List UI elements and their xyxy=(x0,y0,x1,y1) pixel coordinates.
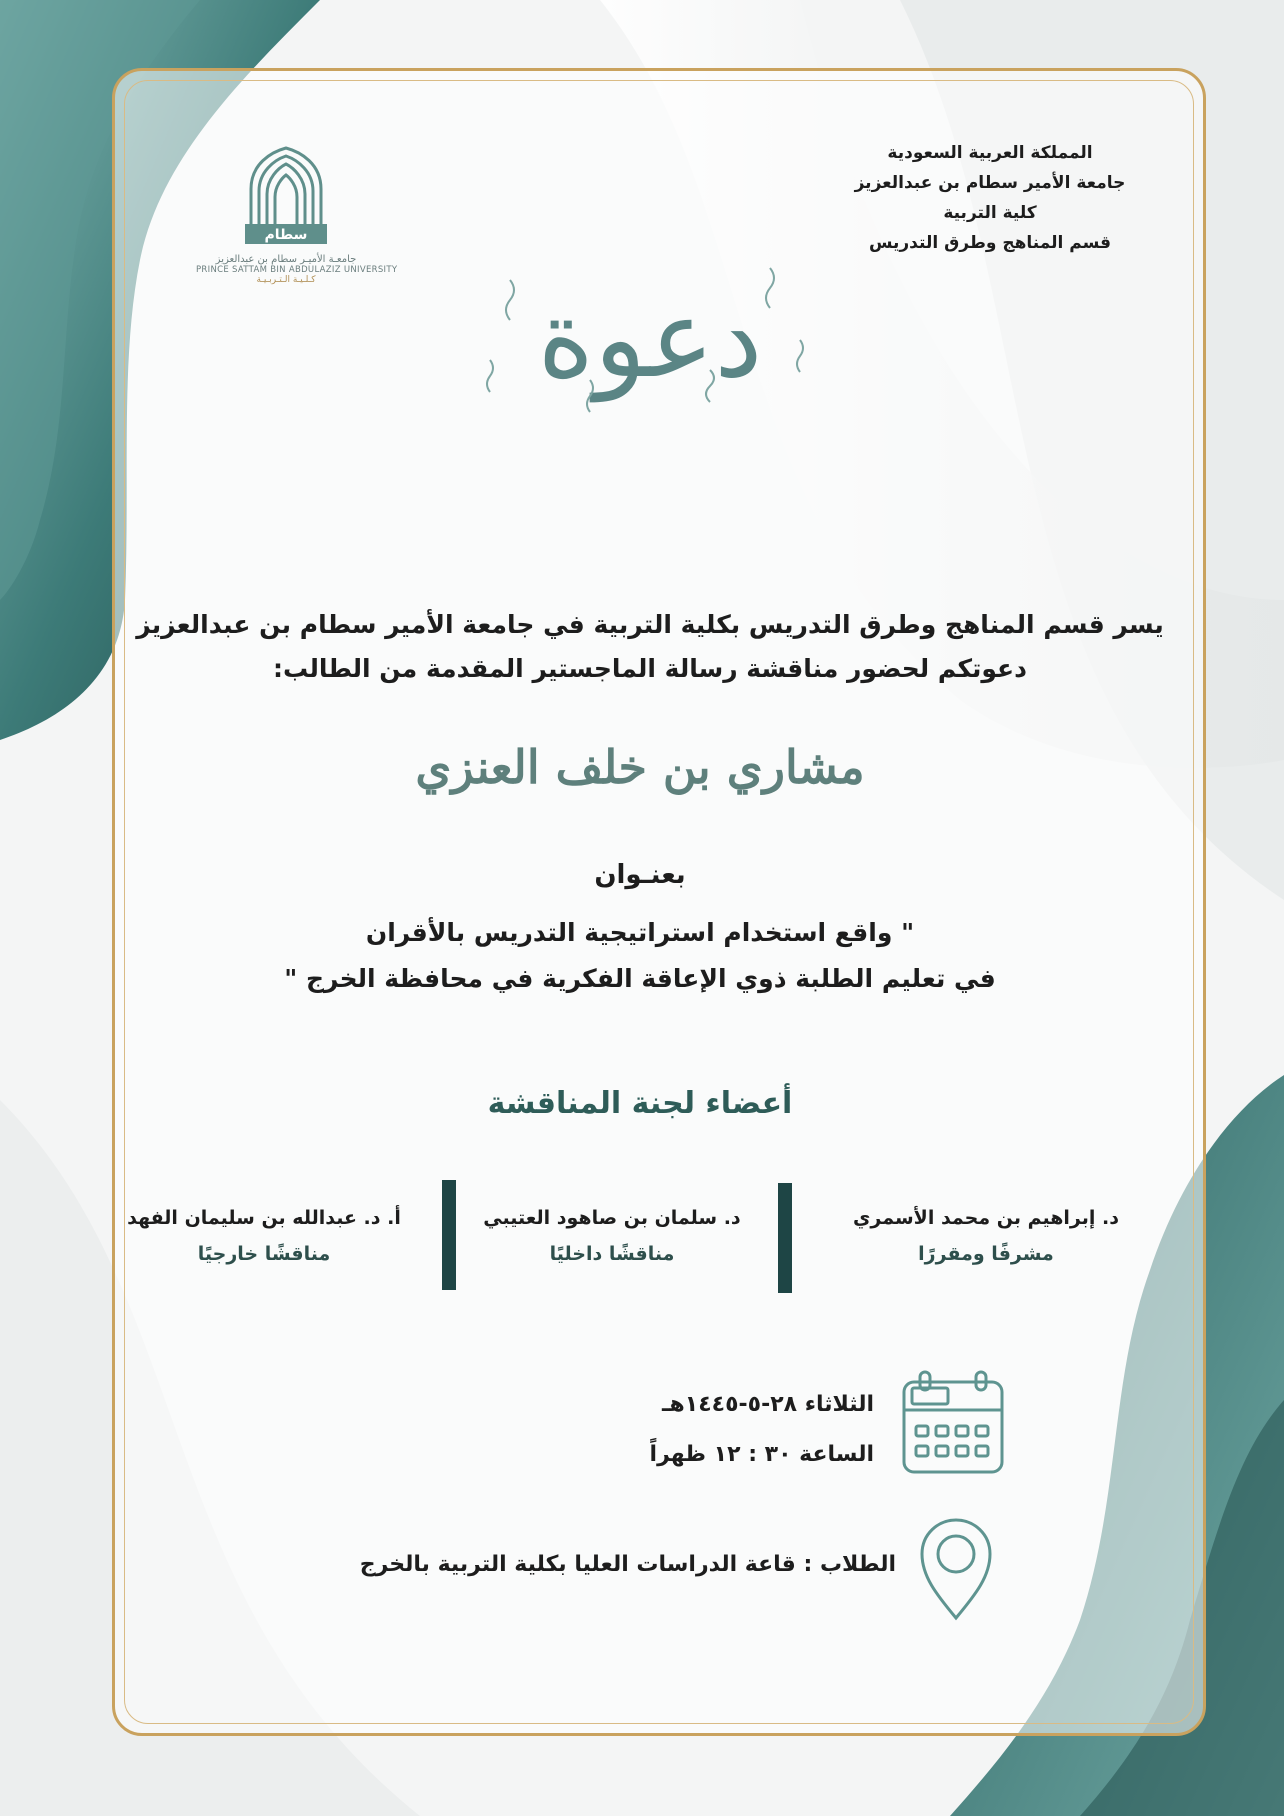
member-role: مشرفًا ومقررًا xyxy=(918,1243,1054,1265)
titled-label: بعنـوان xyxy=(594,860,686,890)
committee-title: أعضاء لجنة المناقشة xyxy=(487,1086,793,1121)
committee-member-external xyxy=(94,1200,434,1272)
member-divider xyxy=(442,1180,456,1290)
schedule-block xyxy=(650,1380,874,1480)
invitation-title-text: دعوة xyxy=(537,277,763,402)
committee-member-internal xyxy=(462,1200,762,1272)
member-role: مناقشًا داخليًا xyxy=(549,1243,675,1265)
thesis-title-line-2: في تعليم الطلبة ذوي الإعاقة الفكرية في محافظة الخرج " xyxy=(284,964,996,993)
thesis-title xyxy=(160,910,1120,1002)
intro-line-2: دعوتكم لحضور مناقشة رسالة الماجستير المقدمة من الطالب: xyxy=(273,654,1027,683)
logo-college-name: كـلـيـة الـتـربـيـة xyxy=(256,275,316,285)
schedule-date: الثلاثاء ٢٨-٥-١٤٤٥هـ xyxy=(662,1392,874,1417)
thesis-title-line-1: " واقع استخدام استراتيجية التدريس بالأقران xyxy=(365,918,915,947)
org-line-department: قسم المناهج وطرق التدريس xyxy=(868,233,1111,253)
org-line-country: المملكة العربية السعودية xyxy=(887,143,1093,163)
member-name: د. سلمان بن صاهود العتيبي xyxy=(483,1207,741,1229)
title-ornament xyxy=(470,250,830,450)
member-name: أ. د. عبدالله بن سليمان الفهد xyxy=(127,1207,401,1229)
calendar-icon xyxy=(898,1368,1008,1478)
invitation-title xyxy=(470,250,830,450)
org-line-college: كلية التربية xyxy=(943,203,1037,223)
emblem-text: سطام xyxy=(264,227,308,243)
university-emblem-icon xyxy=(241,144,331,254)
header-organization xyxy=(830,138,1150,258)
university-logo xyxy=(196,144,398,304)
student-name: مشاري بن خلف العنزي xyxy=(415,740,865,794)
logo-university-name-en: PRINCE SATTAM BIN ABDULAZIZ UNIVERSITY xyxy=(196,265,398,275)
intro-line-1: يسر قسم المناهج وطرق التدريس بكلية التربية في جامعة الأمير سطام بن عبدالعزيز xyxy=(136,610,1164,639)
invitation-intro xyxy=(120,603,1180,691)
committee-member-supervisor xyxy=(816,1200,1156,1272)
location-pin-icon xyxy=(916,1514,996,1624)
org-line-university: جامعة الأمير سطام بن عبدالعزيز xyxy=(854,173,1126,193)
member-name: د. إبراهيم بن محمد الأسمري xyxy=(853,1207,1119,1229)
member-divider xyxy=(778,1183,792,1293)
logo-university-name-ar: جامعـة الأميـر سطام بن عبدالعزيز xyxy=(215,254,357,265)
member-role: مناقشًا خارجيًا xyxy=(197,1243,331,1265)
location-text: الطلاب : قاعة الدراسات العليا بكلية التربية بالخرج xyxy=(359,1552,896,1577)
schedule-time: الساعة ٣٠ : ١٢ ظهراً xyxy=(649,1442,874,1467)
